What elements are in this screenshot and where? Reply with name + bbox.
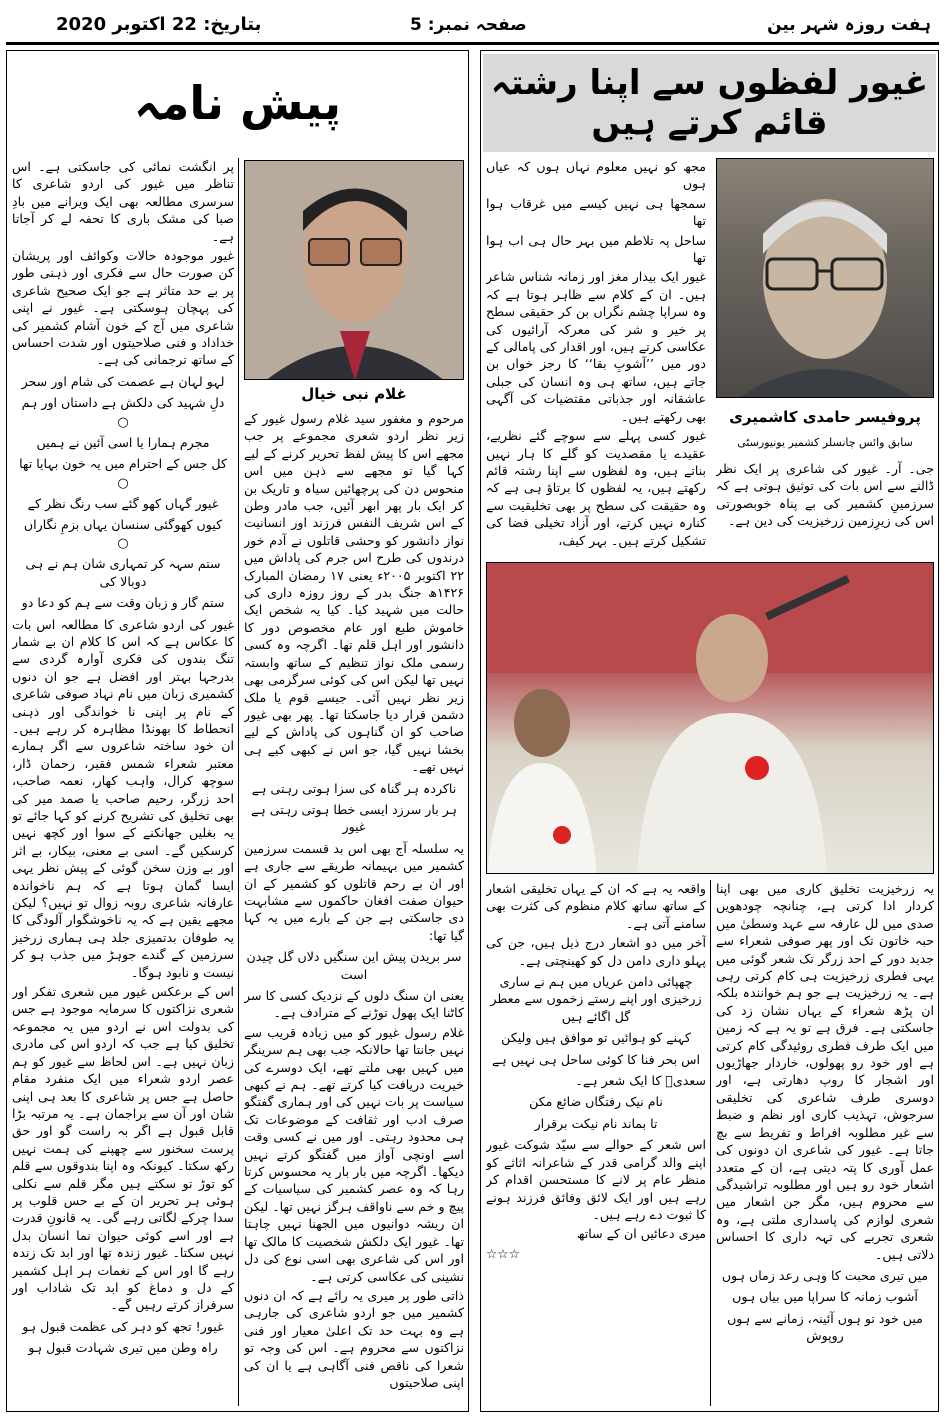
body-paragraph: غیور کی اردو شاعری کا مطالعہ اس بات کا عکاس ہے کہ اس کا کلام ان بے شمار تنگ بندوں کی فکری آوارہ گردی سے بدرجہا بہتر اور افضل ہے جو ان دنوں کشمیری زبان میں نام نہاد صوفی شاعری کے نام پر اپنی نا خواندگی اور ذہنی انحطاط کا بھونڈا مظاہرہ کر رہے ہیں۔ ان خود ساختہ شاعروں سے اگر ہمارے معتبر شعراء شمس فقیر، رحمان ڈار، سوچھ کرال، واہب کھار، نعمہ صاحب، احد زرگر، رحیم صاحب یا صمد میر کی بھی تخلیق کی تشریح کرنے کو کہا جائے تو یہ بغلیں جھانکنے کے سوا اور کچھ نہیں کرسکیں گے۔ اسی بے معنی، بیکار، بے اثر اور بے وزن سخن گوئی کے پیش نظر یہی ایسا گمان ہوتا ہے کہ ہم ناخواندہ عارفانہ شاعری روبہ زوال تو نہیں؟ لیکن مجھے یقین ہے کہ یہ ناخوشگوار آلودگی کا یہ طوفان بدتمیزی جلد ہی ہماری زرخیز سرزمین کے گندے جوہڑ میں جذب ہو کر نیست و نابود ہوگا۔ xyxy=(12,616,234,980)
author-name-khayal: غلام نبی خیال xyxy=(301,385,407,403)
verse-line: میں خود تو ہوں آئینہ، زمانے سے ہوں روپوش xyxy=(727,1310,923,1344)
body-paragraph: مرحوم و مغفور سید غلام رسول غیور کے زیر نظر اردو شعری مجموعے پر جب مجھے اس کا پیش لفظ تحریر کرنے کے لیے کہا گیا تو مجھے سے ذہن میں اس منحوس دن کی پرچھائیں سیاہ و تاریک بن کر ایک بار پھر ابھر آئیں، جب مادر وطن کے اس شریف النفس فرزند اور انسانیت نواز دانشور کو وحشی قاتلوں نے آدم خور درندوں کی طرح اس جرم کی پاداش میں ۲۲ اکتوبر ۲۰۰۵ء یعنی ۱۷ رمضان المبارک ۱۴۲۶ھ جنگ بدر کے روز روزہ داری کی حالت میں شہید کیا۔ کیا یہ شخص ایک خاموش طبع اور عام مخصوص دور کا دانشور اور اہل قلم تھا۔ اگرچہ وہ کسی رسمی ملک نواز تنظیم کے ساتھ وابستہ نہیں تھا لیکن اس کی کوئی سرگرمی بھی زیر نظر نہیں آئی۔ جیسے قوم یا ملک دشمن قرار دیا جاسکتا تھا۔ پھر بھی غیور صاحب کو ان گناہوں کی پاداش کے لیے بخشا نہیں گیا، جو اس نے کبھی کیے ہی نہیں تھے۔ xyxy=(244,411,464,775)
verse-line: ستم گار و زبان وقت سے ہم کو دعا دو xyxy=(21,595,225,611)
author-title-hamidi: سابق وائس چانسلر کشمیر یونیورسٹی xyxy=(737,436,913,449)
verse-line: سر بریدن پیش این سنگیں دلاں گل چیدن است xyxy=(246,949,462,982)
verse-line: غیور! تجھ کو دہر کی عظمت قبول ہو xyxy=(22,1318,224,1334)
verse-line: ستم سہہ کر تمہاری شان ہم نے ہی دوبالا کی xyxy=(25,556,221,589)
body-paragraph: یعنی ان سنگ دلوں کے نزدیک کسی کا سر کاٹنا ایک پھول توڑنے کے مترادف ہے۔ xyxy=(244,988,464,1021)
closing-line: میری دعائیں ان کے ساتھ xyxy=(576,1226,706,1242)
column-divider xyxy=(238,158,239,1406)
page-number: صفحہ نمبر: 5 xyxy=(410,15,527,35)
body-paragraph: یہ سلسلہ آج بھی اس بد قسمت سرزمین کشمیر میں بہیمانہ طریقے سے جاری ہے اور ان بے رحم قاتلوں کو کشمیر کے ان حیوان صفت افغان حاکموں سے مشابہت دی جاسکتی ہے جن کے بارے میں یہ کہا گیا تھا: xyxy=(244,840,464,943)
verse-line: چھپائی دامن عریاں میں ہم نے ساری زرخیزی اور اپنے رستے زخموں سے معطر گل اگائے ہیں xyxy=(490,974,702,1024)
portrait-icon xyxy=(245,161,464,380)
body-paragraph: غلام رسول غیور کو میں زیادہ قریب سے نہیں جانتا تھا حالانکہ جب بھی ہم سرینگر میں کہیں بھی ملتے تھے، ایک دوسرے کی خیریت دریافت کیا کرتے تھے۔ ہم نے کبھی سیاست پر بات نہیں کی اور ہماری گفتگو صرف ادب اور ثقافت کے موضوعات تک ہی محدود رہتی۔ اور میں نے کسی وقت اسے اونچی آواز میں گفتگو کرتے نہیں دیکھا۔ اگرچہ میں بار بار یہ محسوس کرتا رہا کہ وہ عصر کشمیر کی سیاسیات کے پیچ و خم سے ناواقف ہرگز نہیں تھا۔ لیکن ان ریشہ دوانیوں میں الجھنا نہیں چاہتا تھا۔ غیور ایک دلکش شخصیت کا مالک تھا اور اس کی شاعری بھی اسی نوع کی دل نشینی کی عکاسی کرتی ہے۔ xyxy=(244,1024,464,1284)
separator-circle-icon: ○ xyxy=(117,475,129,491)
verse-line: اس بحر فنا کا کوئی ساحل ہی نہیں ہے xyxy=(491,1051,701,1067)
right-article-upper-column xyxy=(486,158,706,556)
body-paragraph: غیور موجودہ حالات وکوائف اور پریشان کن صورت حال سے فکری اور ذہنی طور پر بے حد متاثر ہے جو ایک صحیح شاعری کی پہچان ہوسکتی ہے۔ غیور نے اپنی شاعری میں آج کے خون آشام کشمیر کی خداداد و فنی صلاحیتوں اور شدت احساس کے ساتھ ترجمانی کی ہے۔ xyxy=(12,248,234,368)
verse-line: آشوب زمانہ کا سراپا میں بیاں ہوں xyxy=(732,1289,918,1305)
author-name-hamidi: پروفیسر حامدی کاشمیری xyxy=(729,408,921,426)
event-photo xyxy=(486,562,934,874)
right-article-title: غیور لفظوں سے اپنا رشتہ قائم کرتے ہیں xyxy=(483,54,936,152)
body-paragraph: اس کے برعکس غیور میں شعری تفکر اور شعری نزاکتوں کا سرمایہ موجود ہے جس کی بدولت اس نے اردو میں یہ مجموعہ تخلیق کیا ہے جب کہ اردو اس کی مادری زبان نہیں ہے۔ اس لحاظ سے غیور کو ہم عصر اردو شعراء میں ایک منفرد مقام حاصل ہے جس پر شاعری کا بعد ہی اپنی شان اور آن سے براجمان ہے۔ یہ مرتبہ بڑا قابل قبول ہے اگر بہ راست گو اور حق پرست سخنور سے چھپنے کی ہمت نہیں رکھ سکتا۔ کیونکہ وہ اپنا بندوقوں سے قلم کو توڑ تو سکتے ہیں مگر قلم سے نکلی ہوئی ہر تحریر ان کے بے حس قلوب پر سدا چرکے لگاتی رہے گی۔ یہ قانونِ قدرت ہے اور اسے کوئی حیوان نما انسان بدل نہیں سکتا۔ غیور زندہ تھا اور ابد تک زندہ رہے گا اور اس کے نغمات ہر اہل کشمیر کے دل و دماغ کو ابد تک شاداب اور سرفراز کرتے رہیں گے۔ xyxy=(12,984,234,1313)
intro-paragraph: جی۔ آر۔ غیور کی شاعری پر ایک نظر ڈالنے سے اس بات کی توثیق ہوتی ہے کہ سرزمینِ کشمیر کی بے پناہ خوبصورتی اس کی زیرِزمین زرخیزیت کی دین ہے۔ xyxy=(716,461,934,529)
header-rule xyxy=(6,42,939,45)
body-paragraph: ذاتی طور پر میری یہ رائے ہے کہ ان دنوں کشمیر میں جو اردو شاعری کی جارہی ہے وہ بہت حد تک اعلیٰ معیار اور فنی نزاکتوں سے محروم ہے۔ اس کی وجہ تو شعرا کی ناقص فنی آگاہی ہے یا ان کی اپنی صلاحیتوں xyxy=(244,1287,464,1390)
body-paragraph: اس شعر کے حوالے سے سیّد شوکت غیور اپنے والد گرامی قدر کے شاعرانہ اثاثے کو منظر عام پر لانے کا مستحسن اقدام کر رہے ہیں اور ایک لائق وفائق فرزند ہونے کا ثبوت دے رہے ہیں۔ xyxy=(486,1137,706,1222)
right-article-lower-left-column xyxy=(486,880,706,1405)
verse-line: تا بماند نام نیکت برقرار xyxy=(534,1115,658,1131)
stage-photo-icon xyxy=(487,563,934,874)
separator-circle-icon: ○ xyxy=(117,536,129,552)
verse-line: میں تیری محبت کا وہی رعد زماں ہوں xyxy=(721,1267,929,1283)
author-photo-hamidi xyxy=(716,158,934,398)
author-photo-khayal xyxy=(244,160,464,380)
separator-circle-icon: ○ xyxy=(117,414,129,430)
body-paragraph: سعدیؒ کا ایک شعر ہے۔ xyxy=(575,1073,706,1089)
verse-line: غیور گہاں کھو گئے سب رنگ نظر کے xyxy=(27,495,219,511)
body-paragraph: غیور کسی پہلے سے سوچے گئے نظریے، عقیدے یا مقصدیت کو گلے کا ہار نہیں بناتے ہیں، وہ لفظوں سے اپنا رشتہ قائم رکھتے ہیں، یہ لفظوں کا برتاؤ ہی ہے کہ وہ حقیقت کی سطح پر بھی تخلیقیت سے کنارہ نہیں کرتے، اور آزاد تخیلی فضا کی تشکیل کرتے ہیں۔ بہر کیف، xyxy=(486,428,706,548)
verse-line: ساحل پہ تلاطم میں بہر حال ہی اب ہوا تھا xyxy=(486,232,706,266)
verse-line: مجرم ہمارا یا اسی آئین نے ہمیں xyxy=(36,434,210,450)
column-divider xyxy=(710,880,711,1406)
verse-line: نام نیک رفتگاں ضائع مکن xyxy=(529,1094,663,1110)
right-article-lower-right-column xyxy=(716,880,934,1405)
end-mark: ☆☆☆ xyxy=(486,1245,520,1261)
left-article-left-column xyxy=(12,158,234,1406)
body-paragraph: واقعہ یہ ہے کہ ان کے یہاں تخلیقی اشعار کے ساتھ ساتھ کلام منظوم کی کثرت بھی سامنے آتی ہے۔ xyxy=(486,881,706,931)
verse-line: کیوں کھوگئی سنسان یہاں بزمِ نگاراں xyxy=(23,516,223,532)
issue-date: بتاریخ: 22 اکتوبر 2020 xyxy=(56,14,262,35)
body-paragraph: یہ زرخیزیت تخلیق کاری میں بھی اپنا کردار ادا کرتی ہے، چنانچہ چودھویں صدی میں لل عارفہ سے عہد وسطیٰ میں حبہ خاتون تک اور پھر صوفی شعراء سے جدید دور کے احد زرگر تک شعر گوئی میں یہی فطری زرخیزیت ہی کام کرتی رہی ہے۔ یہ زرخیزیت ہے جو ہم خوانندہ بلکہ ان پڑھ شعراء کے یہاں نشان زد کی جاسکتی ہے۔ فرق ہے تو یہ ہے کہ زمین میں ایک طرف فطری روئیدگی کام کرتی ہے اور خود رو پھولوں، خاردار جھاڑیوں اور اشجار کا روپ دھارتی ہے، اور دوسری طرف شاعری کی تخلیقی سرجوش، تہذیب کاری اور نظم و ضبط سے غیر مطلوبہ افراط و تفریط سے بچ جاتا ہے۔ غیور کی شاعری ان دونوں کی عمل آوری کا پتہ دیتی ہے، ان کے متعدد اشعار خود رو ہیں اور مطلوبہ تراشیدگی سے محروم ہیں، مگر جن اشعار میں شعری لوازم کی پاسداری ملتی ہے، وہ شعری تجربے کی تہہ داری کا احساس دلاتی ہیں۔ xyxy=(716,881,934,1262)
body-paragraph: پر انگشت نمائی کی جاسکتی ہے۔ اس تناظر میں غیور کی اردو شاعری کا سرسری مطالعہ بھی ایک ویرانے میں بادِ صبا کی مشک باری کا تحفہ لے کر آجاتا ہے۔ xyxy=(12,159,234,244)
verse-line: ناکردہ ہر گناہ کی سزا ہوتی رہتی ہے xyxy=(251,780,457,796)
publication-name: ہفت روزہ شہر بین xyxy=(767,15,931,35)
verse-line: راہ وطن میں تیری شہادت قبول ہو xyxy=(28,1340,218,1356)
body-paragraph: آخر میں دو اشعار درج ذیل ہیں، جن کی پہلو داری دامن دل کو کھینچتی ہے۔ xyxy=(486,935,706,968)
verse-line: کہنے کو ہوائیں تو موافق ہیں ولیکن xyxy=(501,1030,691,1046)
verse-line: لہو لہان ہے عصمت کی شام اور سحر xyxy=(21,373,225,389)
verse-line: سمجھا ہی نہیں کیسے میں غرقاب ہوا تھا xyxy=(486,195,706,229)
left-article-title: پیش نامہ xyxy=(10,54,465,152)
verse-line: کل جس کے احترام میں یہ خون بہایا تھا xyxy=(19,456,227,472)
body-paragraph: غیور ایک بیدار مغز اور زمانہ شناس شاعر ہیں۔ ان کے کلام سے ظاہر ہوتا ہے کہ وہ سراپا چشم نگراں بن کر حقیقی سطح پر خیر و شر کی معرکہ آرائیوں کی عکاسی کرتے ہیں، اور اقدار کی پامالی کے دور میں ’’آشوبِ بقا‘‘ کا رجز خواں بن جاتے ہیں، ساتھ ہی وہ انسان کی جبلی عاشقانہ اور جذباتی مقتضیات کی آگہی بھی رکھتے ہیں۔ xyxy=(486,269,706,424)
verse-line: دلِ شہید کی دلکش ہے داستاں اور ہم xyxy=(21,395,225,411)
verse-line: ہر بار سرزد ایسی خطا ہوتی رہتی ہے غیور xyxy=(250,801,458,835)
portrait-icon xyxy=(717,159,934,398)
verse-line: مجھ کو نہیں معلوم نہاں ہوں کہ عیاں ہوں xyxy=(486,159,706,192)
left-article-right-column xyxy=(244,410,464,1405)
